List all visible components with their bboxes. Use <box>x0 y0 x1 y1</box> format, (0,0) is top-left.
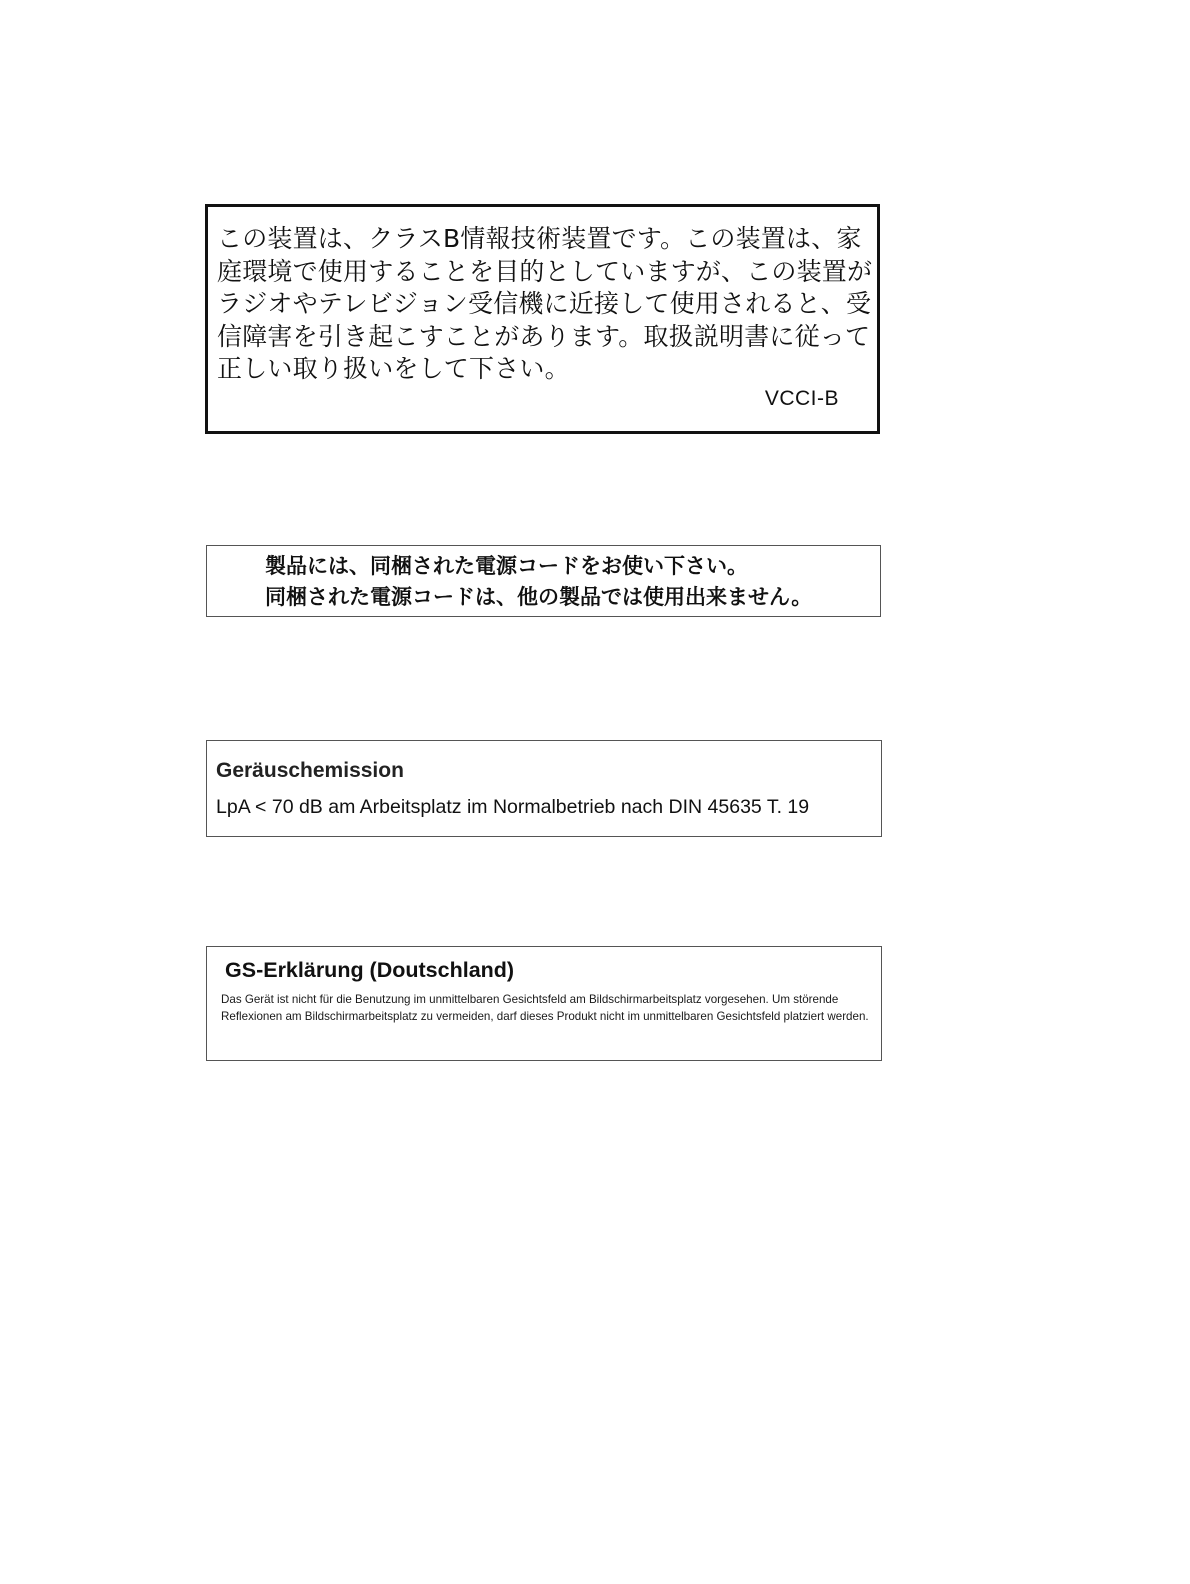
power-cord-notice-line: 製品には、同梱された電源コードをお使い下さい。 <box>265 554 748 578</box>
gs-declaration-text: Das Gerät ist nicht für die Benutzung im unmittelbaren Gesichtsfeld am Bildschirmarbeitsplatz vorgesehen. Um störende Reflexionen am Bildschirmarbeitsplatz zu vermeiden, darf dieses Produkt nicht im unmittelbaren Gesichtsfeld platziert werden. <box>221 993 869 1023</box>
noise-emission-title: Geräuschemission <box>216 759 404 782</box>
gs-declaration-title: GS-Erklärung (Doutschland) <box>225 958 515 982</box>
vcci-notice-line: 正しい取り扱いをして下さい。 <box>217 354 570 383</box>
vcci-notice-line: この装置は、クラスB情報技術装置です。この装置は、家 <box>217 224 862 253</box>
vcci-notice-box <box>205 204 880 434</box>
vcci-notice-line: ラジオやテレビジョン受信機に近接して使用されると、受 <box>217 289 872 318</box>
noise-emission-box <box>206 740 882 837</box>
power-cord-notice-box <box>206 545 881 617</box>
gs-declaration-box <box>206 946 882 1061</box>
vcci-class-code: VCCI-B <box>764 387 839 410</box>
power-cord-notice-line: 同梱された電源コードは、他の製品では使用出来ません。 <box>265 585 813 609</box>
vcci-notice-line: 庭環境で使用することを目的としていますが、この装置が <box>217 256 873 286</box>
noise-emission-text: LpA < 70 dB am Arbeitsplatz im Normalbetrieb nach DIN 45635 T. 19 <box>216 796 810 818</box>
vcci-notice-line: 信障害を引き起こすことがあります。取扱説明書に従って <box>217 321 871 351</box>
